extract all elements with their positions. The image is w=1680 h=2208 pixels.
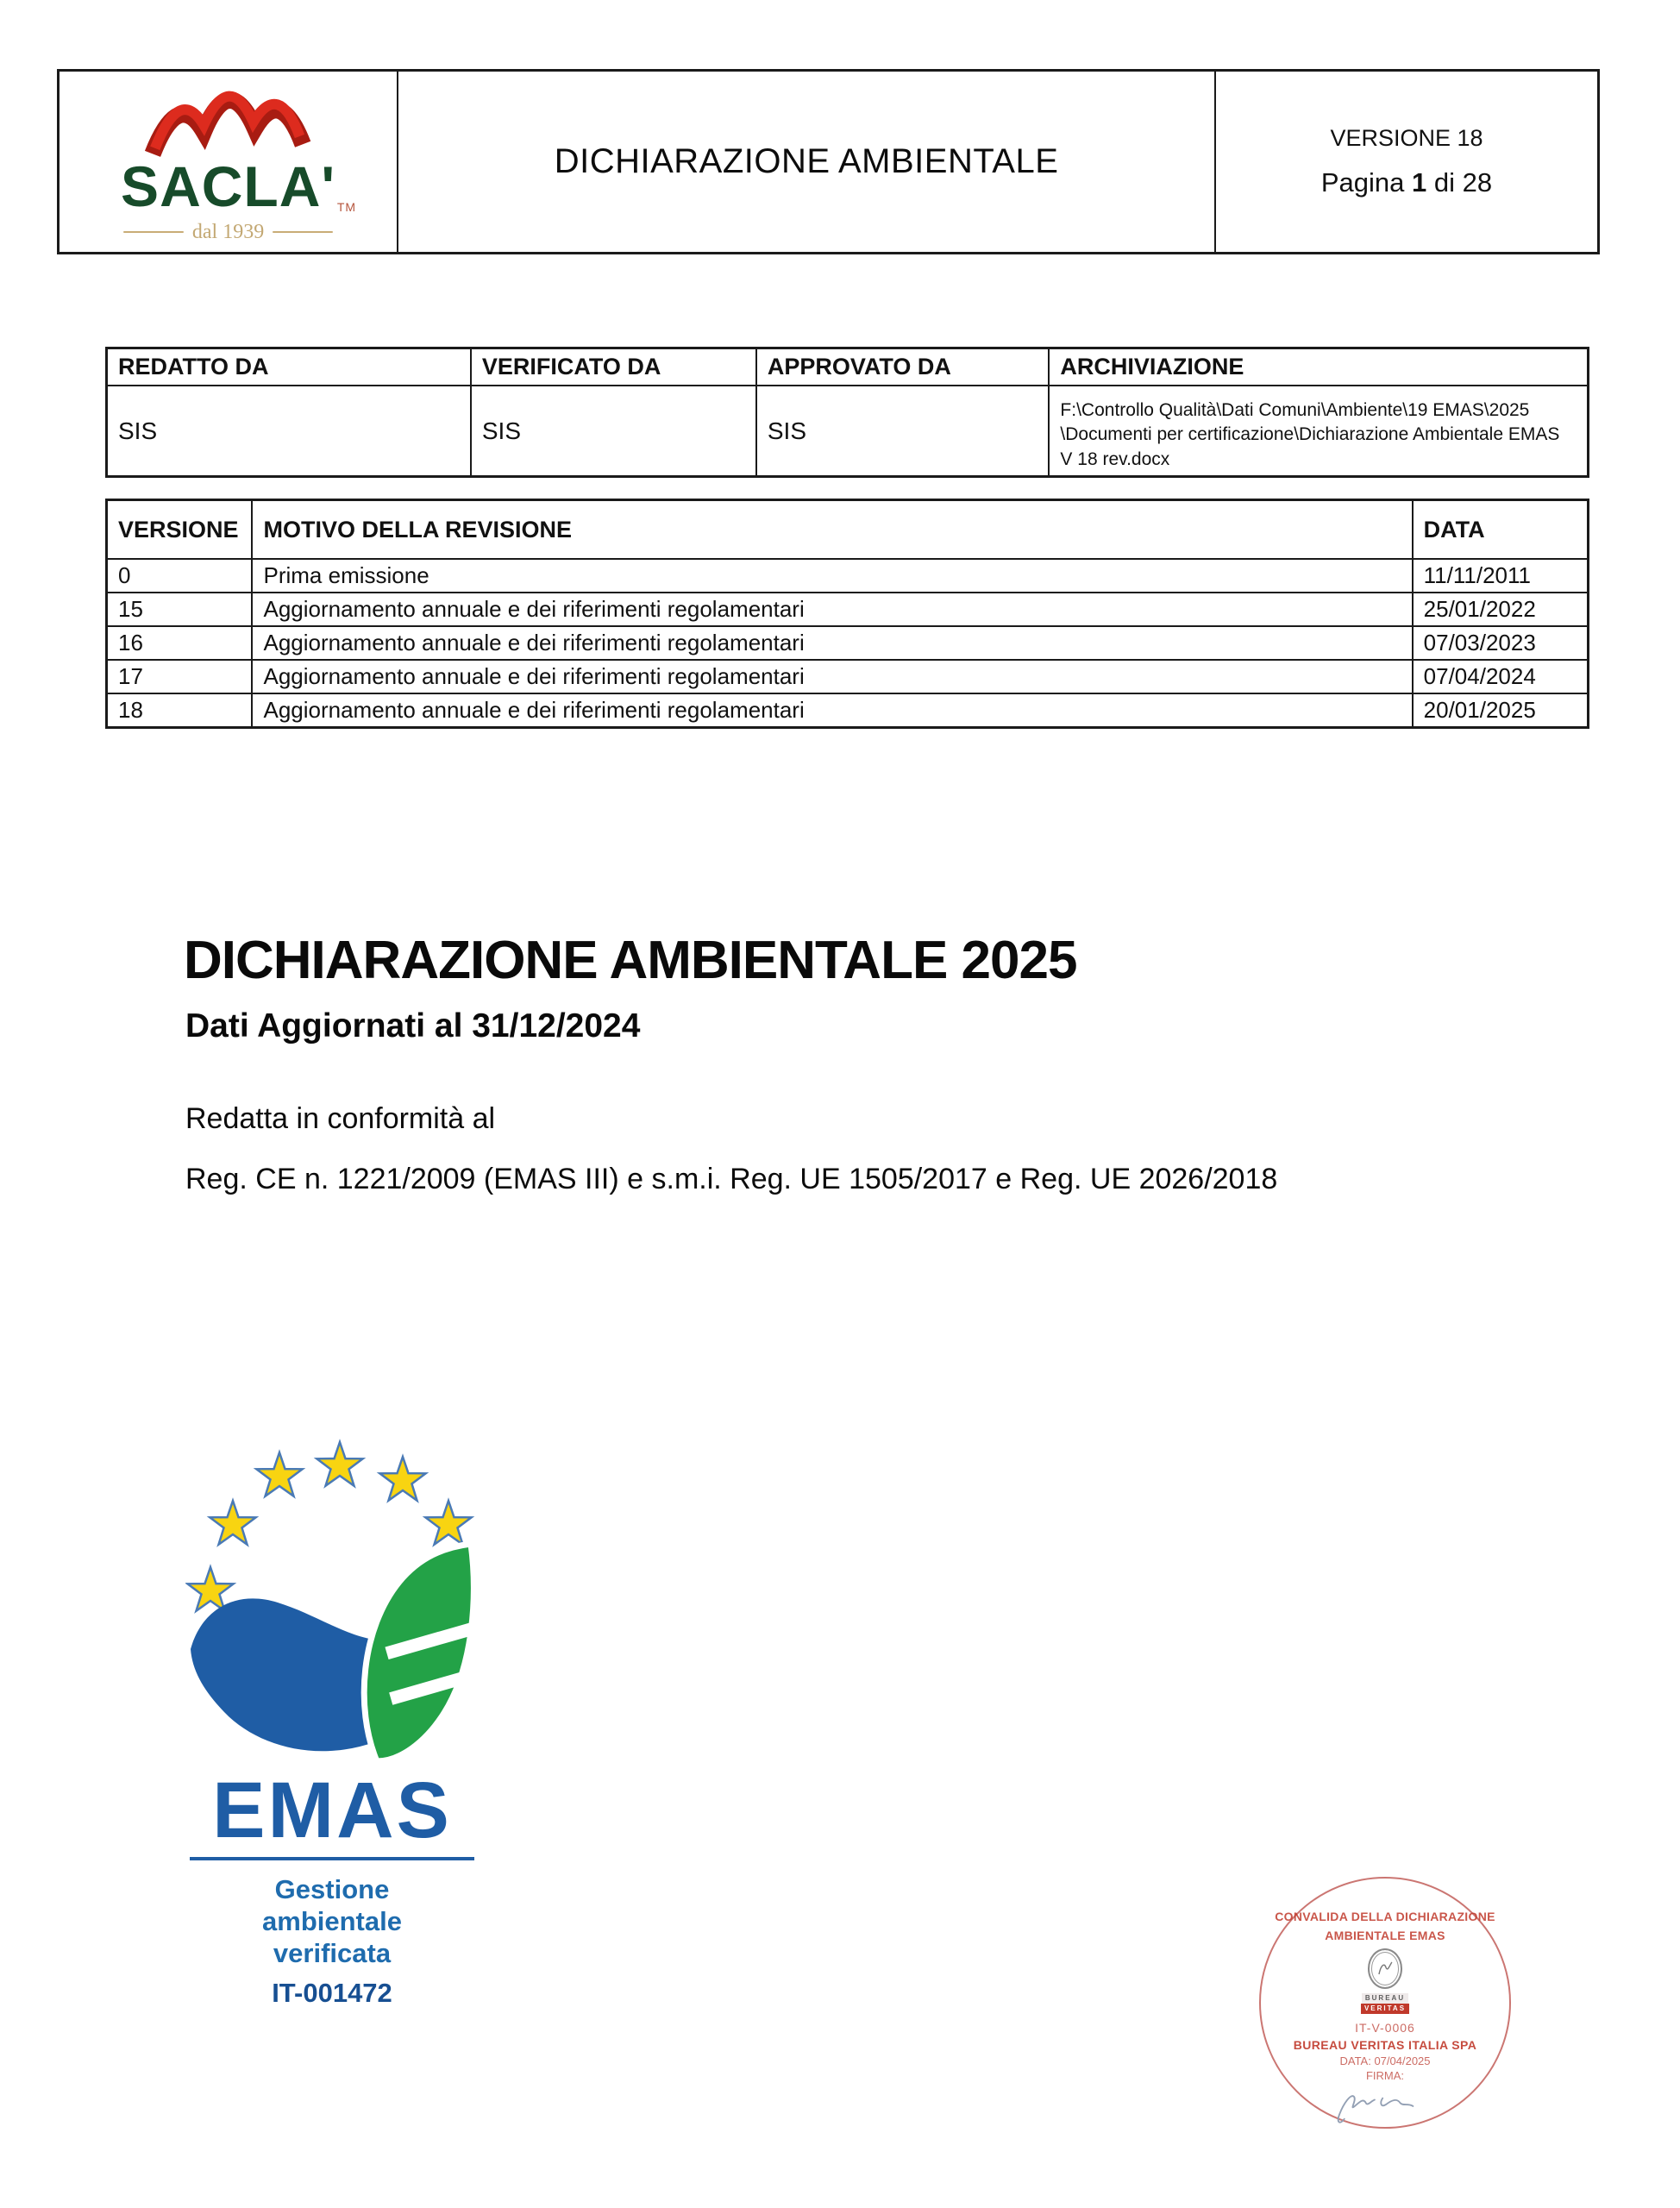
stamp-date: DATA: 07/04/2025 [1339,2054,1431,2067]
cell-versione: 18 [108,694,253,726]
header-logo-cell [60,72,398,252]
tagline-rule-right [273,231,333,233]
approval-table-body-row [108,386,1587,475]
table-row [108,694,1587,726]
approval-table-header-row [108,349,1587,386]
document-title: DICHIARAZIONE AMBIENTALE [554,142,1059,180]
table-row [108,661,1587,694]
cell-verificato-da: SIS [472,386,757,475]
cell-motivo: Aggiornamento annuale e dei riferimenti regolamentari [253,627,1413,659]
table-row [108,627,1587,661]
emas-logo-graphic [185,1423,479,1777]
validation-stamp [1259,1877,1511,2129]
cell-versione: 16 [108,627,253,659]
emas-wordmark: EMAS [212,1766,452,1854]
bv-medallion-icon [1368,1948,1402,1989]
col-header-verificato-da: VERIFICATO DA [472,349,757,386]
trademark-symbol: TM [336,199,357,214]
tagline-rule-left [123,231,184,233]
revision-table [105,499,1589,729]
stamp-signature-label: FIRMA: [1365,2068,1405,2082]
bv-mark-top: BUREAU [1362,1993,1408,2004]
stamp-title-line1: CONVALIDA DELLA DICHIARAZIONE [1275,1910,1495,1923]
cell-motivo: Aggiornamento annuale e dei riferimenti regolamentari [253,694,1413,726]
cell-versione: 17 [108,661,253,693]
conformity-regulations: Reg. CE n. 1221/2009 (EMAS III) e s.m.i. Reg. UE 1505/2017 e Reg. UE 2026/2018 [185,1163,1278,1195]
emas-underline [190,1857,474,1860]
page-subtitle: Dati Aggiornati al 31/12/2024 [185,1007,641,1044]
version-label: VERSIONE 18 [1330,125,1483,151]
cell-motivo: Aggiornamento annuale e dei riferimenti regolamentari [253,661,1413,693]
cell-redatto-da: SIS [108,386,472,475]
stamp-accreditation-code: IT-V-0006 [1355,2020,1415,2035]
table-row [108,560,1587,593]
cell-motivo: Prima emissione [253,560,1413,592]
header-title-cell [398,72,1216,252]
header-version-cell [1216,72,1597,252]
approval-table [105,347,1589,478]
sacla-wordmark: SACLA' TM [121,154,357,218]
bv-mark-bottom: VERITAS [1361,2004,1409,2014]
cell-data: 07/03/2023 [1423,630,1536,656]
emas-caption: Gestione ambientale verificata [262,1874,402,1968]
col-header-versione: VERSIONE [108,501,253,558]
cell-archiviazione-path: F:\Controllo Qualità\Dati Comuni\Ambiente\19 EMAS\2025 \Documenti per certificazione\Dichiarazione Ambientale EMAS V 18 rev.docx [1060,400,1560,469]
emas-registration-number: IT-001472 [272,1978,392,2009]
stamp-title-line2: AMBIENTALE EMAS [1325,1928,1445,1942]
page-number-line: Pagina 1 di 28 [1320,167,1493,198]
emas-logo [184,1423,480,2009]
cell-data: 20/01/2025 [1423,697,1536,723]
col-header-archiviazione: ARCHIVIAZIONE [1050,349,1587,386]
stamp-organization: BUREAU VERITAS ITALIA SPA [1293,2037,1477,2052]
header-table [57,69,1600,254]
sacla-crown-icon [129,82,328,158]
cell-approvato-da: SIS [757,386,1050,475]
sacla-tagline: dal 1939 [123,222,333,242]
cell-data: 25/01/2022 [1423,596,1536,622]
bureau-veritas-mark [1361,1993,1409,2014]
page-title: DICHIARAZIONE AMBIENTALE 2025 [184,931,1077,990]
col-header-motivo: MOTIVO DELLA REVISIONE [253,501,1413,558]
emas-leaf-icon [364,1544,479,1761]
col-header-approvato-da: APPROVATO DA [757,349,1050,386]
current-page-number: 1 [1412,167,1427,198]
cell-versione: 0 [108,560,253,592]
conformity-intro: Redatta in conformità al [185,1102,496,1135]
signature-icon [1329,2084,1441,2127]
cell-data: 11/11/2011 [1423,562,1531,588]
revision-table-header-row [108,501,1587,560]
cell-versione: 15 [108,593,253,625]
col-header-data: DATA [1423,516,1485,543]
table-row [108,593,1587,627]
cell-data: 07/04/2024 [1423,663,1536,689]
col-header-redatto-da: REDATTO DA [108,349,472,386]
cell-motivo: Aggiornamento annuale e dei riferimenti regolamentari [253,593,1413,625]
sacla-logo [121,82,357,243]
